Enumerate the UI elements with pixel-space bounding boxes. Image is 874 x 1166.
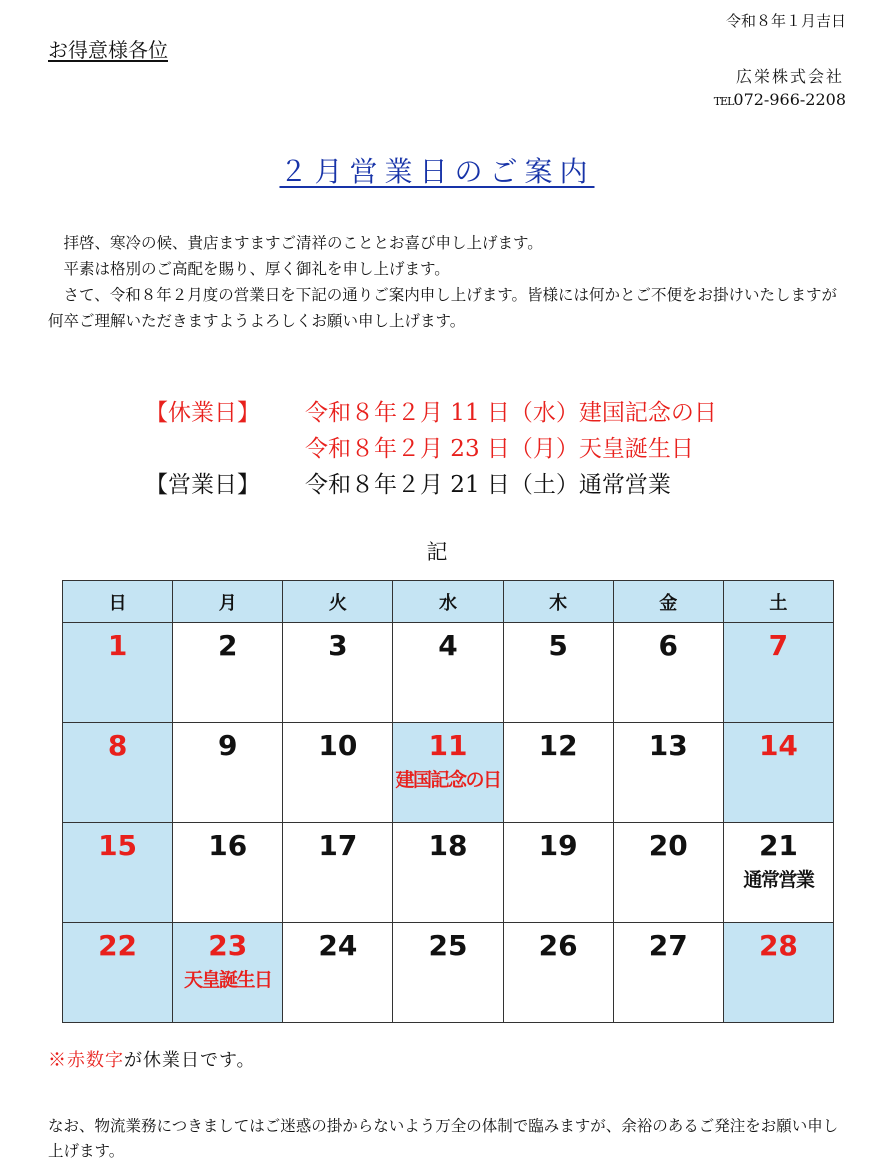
day-number: 19 (538, 829, 578, 862)
notice-label: 【休業日】 (145, 400, 260, 426)
day-note: 天皇誕生日 (183, 969, 272, 991)
day-number: 20 (648, 829, 688, 862)
calendar-week (63, 923, 834, 1023)
calendar-day (613, 823, 723, 923)
calendar-day (503, 623, 613, 723)
weekday-header: 木 (503, 581, 613, 623)
february-calendar (62, 580, 834, 1023)
day-note: 通常営業 (743, 869, 814, 891)
calendar-week (63, 723, 834, 823)
calendar-day (63, 923, 173, 1023)
tel-number: 072-966-2208 (733, 90, 846, 109)
weekday-header: 土 (723, 581, 833, 623)
ki-heading: 記 (426, 540, 448, 564)
calendar-day (723, 923, 833, 1023)
day-number: 11 (428, 729, 468, 762)
calendar-day (613, 923, 723, 1023)
notice-label: 【営業日】 (145, 472, 260, 498)
calendar-day (283, 823, 393, 923)
greeting-line: さて、令和８年２月度の営業日を下記の通りご案内申し上げます。皆様には何かとご不便をお掛けいたしますが何卒ご理解いただきますようよろしくお願い申し上げます。 (48, 286, 837, 330)
open-day-notice (145, 466, 671, 499)
day-number: 24 (318, 929, 358, 962)
document-title: ２月営業日のご案内 (279, 155, 595, 188)
calendar-day (283, 623, 393, 723)
calendar-day (723, 823, 833, 923)
day-number: 25 (428, 929, 468, 962)
day-number: 2 (217, 629, 238, 662)
calendar-day (393, 723, 503, 823)
holiday-footnote (48, 1046, 256, 1072)
day-note: 建国記念の日 (395, 769, 501, 791)
calendar-day (503, 723, 613, 823)
day-number: 23 (208, 929, 248, 962)
closed-day-notice (145, 430, 694, 463)
calendar-day (173, 723, 283, 823)
weekday-header: 水 (393, 581, 503, 623)
calendar-day (393, 823, 503, 923)
calendar-day (393, 923, 503, 1023)
footnote-red-part: ※赤数字 (48, 1050, 124, 1071)
day-number: 6 (658, 629, 679, 662)
day-number: 15 (98, 829, 138, 862)
day-number: 22 (98, 929, 138, 962)
calendar-day (173, 923, 283, 1023)
day-number: 28 (758, 929, 798, 962)
day-number: 4 (438, 629, 458, 662)
day-number: 8 (107, 729, 128, 762)
day-number: 21 (758, 829, 798, 862)
calendar-day (173, 623, 283, 723)
closed-day-notice (145, 394, 717, 427)
day-number: 9 (217, 729, 238, 762)
tel-prefix: TEL (713, 95, 734, 108)
calendar-day (283, 723, 393, 823)
weekday-header: 日 (63, 581, 173, 623)
closing-text: なお、物流業務につきましてはご迷惑の掛からないよう万全の体制で臨みますが、余裕のあるご発注をお願い申し上げます。 (48, 1117, 839, 1160)
weekday-header: 月 (173, 581, 283, 623)
day-number: 14 (758, 729, 798, 762)
notice-text: 令和８年２月 21 日（土）通常営業 (305, 472, 671, 498)
calendar-day (63, 623, 173, 723)
notice-text: 令和８年２月 11 日（水）建国記念の日 (305, 400, 717, 426)
day-number: 5 (548, 629, 568, 662)
addressee: お得意様各位 (48, 38, 168, 62)
greeting-text (48, 230, 850, 334)
calendar-day (63, 723, 173, 823)
footnote-rest: が休業日です。 (124, 1050, 256, 1071)
calendar-week (63, 823, 834, 923)
greeting-line: 拝啓、寒冷の候、貴店ますますご清祥のこととお喜び申し上げます。 (63, 234, 543, 252)
day-number: 27 (648, 929, 688, 962)
weekday-header: 金 (613, 581, 723, 623)
day-number: 18 (428, 829, 468, 862)
company-name: 広栄株式会社 (735, 67, 844, 86)
document-date: 令和８年１月吉日 (725, 12, 846, 30)
day-number: 12 (538, 729, 578, 762)
day-number: 17 (318, 829, 358, 862)
weekday-header-row (63, 581, 834, 623)
calendar-day (63, 823, 173, 923)
calendar-day (393, 623, 503, 723)
calendar-day (283, 923, 393, 1023)
calendar-day (503, 823, 613, 923)
greeting-line: 平素は格別のご高配を賜り、厚く御礼を申し上げます。 (63, 260, 450, 278)
day-number: 7 (768, 629, 789, 662)
day-number: 3 (328, 629, 348, 662)
weekday-header: 火 (283, 581, 393, 623)
day-number: 26 (538, 929, 578, 962)
day-number: 13 (648, 729, 688, 762)
calendar-week (63, 623, 834, 723)
calendar-day (613, 623, 723, 723)
calendar-day (613, 723, 723, 823)
day-number: 1 (107, 629, 128, 662)
calendar-day (503, 923, 613, 1023)
calendar-day (723, 723, 833, 823)
calendar-day (723, 623, 833, 723)
phone-number (714, 90, 846, 109)
calendar-day (173, 823, 283, 923)
day-number: 10 (318, 729, 358, 762)
day-number: 16 (208, 829, 248, 862)
notice-text: 令和８年２月 23 日（月）天皇誕生日 (305, 436, 694, 462)
